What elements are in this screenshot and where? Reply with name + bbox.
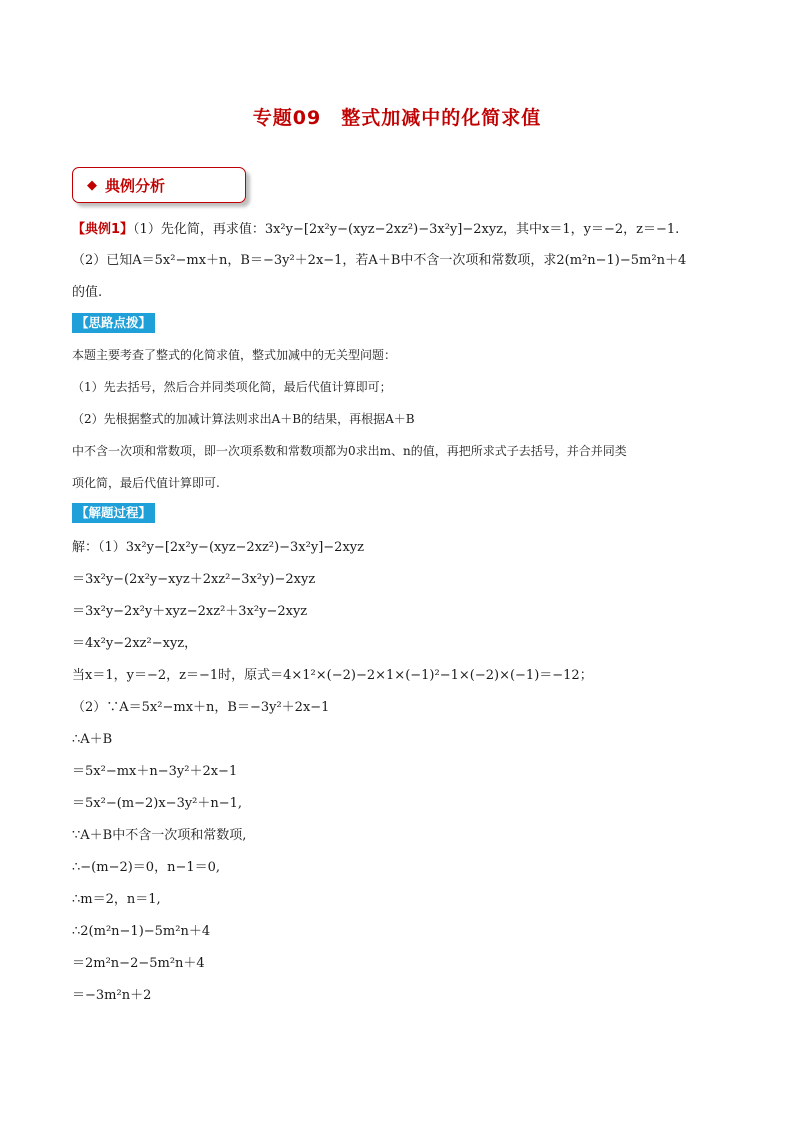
diamond-icon: ◆ [87,177,97,193]
hint-line: 中不含一次项和常数项，即一次项系数和常数项都为0求出m、n的值，再把所求式子去括号，并合并同类 [72,444,627,458]
solution-line: ∵A＋B中不含一次项和常数项, [72,828,247,843]
solution-line: ＝3x²y−(2x²y−xyz＋2xz²−3x²y)−2xyz [72,572,316,587]
hint-line: 项化简，最后代值计算即可. [72,476,220,490]
example-tag: 【典例1】 [72,222,134,237]
example-text-1: （1）先化简，再求值：3x²y−[2x²y−(xyz−2xz²)−3x²y]−2xyz，其中x＝1，y＝−2，z＝−1. [133,222,680,237]
section-label: 典例分析 [105,176,166,195]
solution-line: ＝−3m²n＋2 [72,988,152,1003]
example-line-3: 的值. [72,285,103,300]
solution-line: ＝4x²y−2xz²−xyz， [72,636,198,651]
solution-line: ∴m＝2，n＝1, [72,892,161,907]
solution-line: ∴A＋B [72,732,113,747]
page-title: 专题09 整式加减中的化简求值 [252,107,542,129]
solution-tag: 【解题过程】 [72,503,155,523]
solution-line: ＝5x²−mx＋n−3y²＋2x−1 [72,764,238,779]
example-line-1 [72,218,679,237]
example-line-2: （2）已知A＝5x²−mx＋n，B＝−3y²＋2x−1，若A＋B中不含一次项和常数项，求2(m²n−1)−5m²n＋4 [72,253,687,268]
section-header-box [72,167,246,203]
solution-line: 解：（1）3x²y−[2x²y−(xyz−2xz²)−3x²y]−2xyz [72,540,364,555]
solution-line: ＝5x²−(m−2)x−3y²＋n−1, [72,796,243,811]
solution-line: 当x＝1，y＝−2，z＝−1时，原式＝4×1²×(−2)−2×1×(−1)²−1×(−2)×(−1)＝−12； [72,668,593,683]
solution-line: ∴−(m−2)＝0，n−1＝0, [72,860,221,875]
solution-line: ＝2m²n−2−5m²n＋4 [72,956,205,971]
solution-line: （2）∵A＝5x²−mx＋n，B＝−3y²＋2x−1 [72,700,330,715]
solution-line: ＝3x²y−2x²y＋xyz−2xz²＋3x²y−2xyz [72,604,308,619]
solution-line: ∴2(m²n−1)−5m²n＋4 [72,924,211,939]
hint-line: （1）先去括号，然后合并同类项化简，最后代值计算即可； [72,380,392,394]
hint-line: 本题主要考查了整式的化简求值，整式加减中的无关型问题： [72,348,397,362]
hint-line: （2）先根据整式的加减计算法则求出A＋B的结果，再根据A＋B [72,412,415,426]
hint-tag: 【思路点拨】 [72,313,155,333]
